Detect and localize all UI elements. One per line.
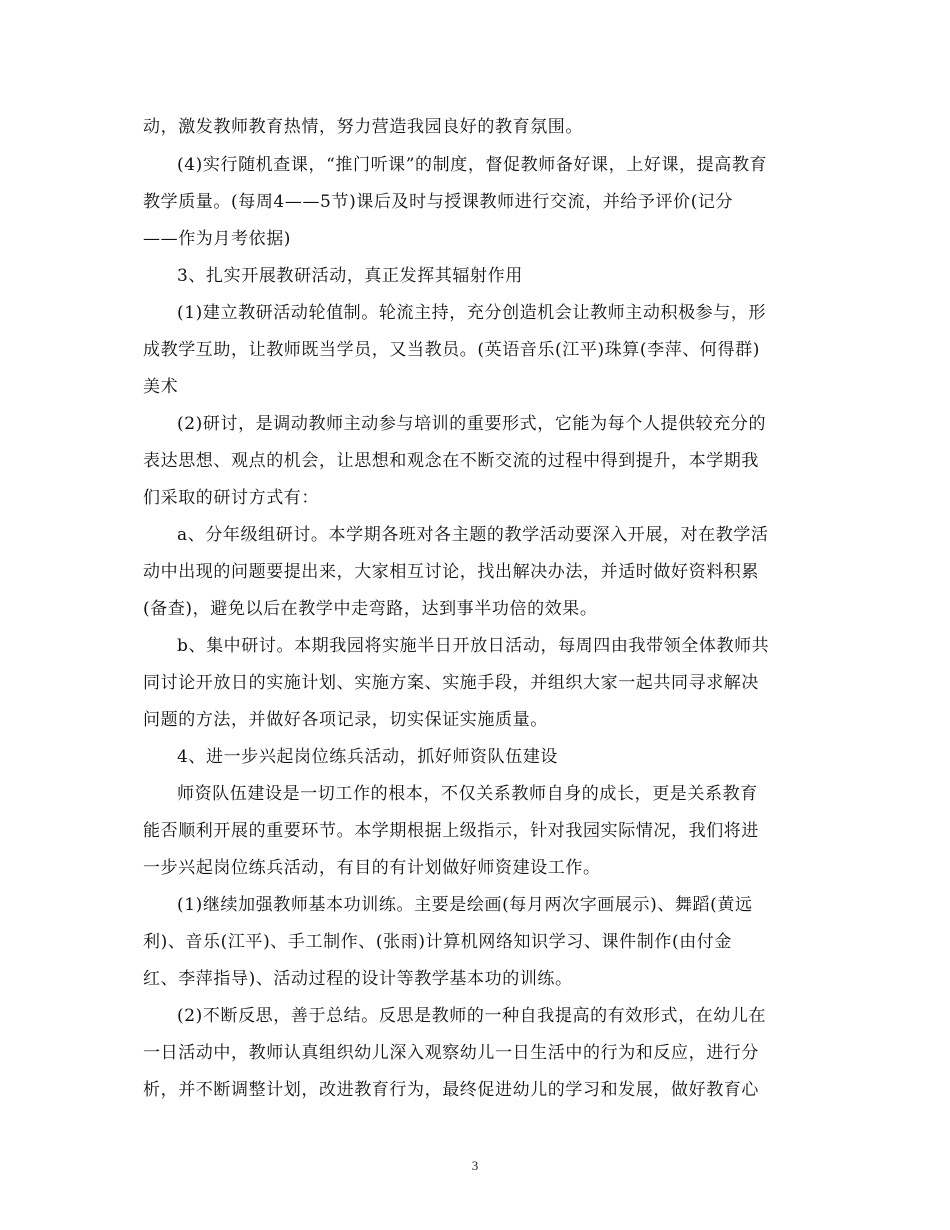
text-line: a、分年级组研讨。本学期各班对各主题的教学活动要深入开展，对在教学活 [177, 525, 769, 545]
text-line: 动，激发教师教育热情，努力营造我园良好的教育氛围。 [143, 117, 583, 137]
text-line: 一日活动中，教师认真组织幼儿深入观察幼儿一日生活中的行为和反应，进行分 [143, 1043, 759, 1063]
text-line: 美术 [143, 377, 179, 397]
text-line: ——作为月考依据) [143, 229, 292, 249]
text-line: 析，并不断调整计划，改进教育行为，最终促进幼儿的学习和发展，做好教育心 [143, 1080, 759, 1100]
text-line: (1)继续加强教师基本功训练。主要是绘画(每月两次字画展示)、舞蹈(黄远 [177, 895, 753, 915]
text-line: 成教学互助，让教师既当学员，又当教员。(英语音乐(江平)珠算(李萍、何得群) [143, 340, 760, 360]
text-line: 动中出现的问题要提出来，大家相互讨论，找出解决办法，并适时做好资料积累 [143, 562, 759, 582]
text-line: (2)不断反思，善于总结。反思是教师的一种自我提高的有效形式，在幼儿在 [177, 1006, 767, 1026]
text-line: 教学质量。(每周4——5节)课后及时与授课教师进行交流，并给予评价(记分 [143, 192, 734, 212]
text-line: 一步兴起岗位练兵活动，有目的有计划做好师资建设工作。 [143, 858, 601, 878]
text-line: 能否顺利开展的重要环节。本学期根据上级指示，针对我园实际情况，我们将进 [143, 821, 759, 841]
text-line: 表达思想、观点的机会，让思想和观念在不断交流的过程中得到提升，本学期我 [143, 451, 759, 471]
text-line: 4、进一步兴起岗位练兵活动，抓好师资队伍建设 [177, 747, 559, 767]
text-line: (4)实行随机查课，“推门听课”的制度，督促教师备好课，上好课，提高教育 [177, 155, 768, 175]
text-line: 红、李萍指导)、活动过程的设计等教学基本功的训练。 [143, 969, 573, 989]
text-line: 师资队伍建设是一切工作的根本，不仅关系教师自身的成长，更是关系教育 [177, 784, 758, 804]
text-line: 问题的方法，并做好各项记录，切实保证实施质量。 [143, 710, 548, 730]
text-line: b、集中研讨。本期我园将实施半日开放日活动，每周四由我带领全体教师共 [177, 636, 770, 656]
text-line: (1)建立教研活动轮值制。轮流主持，充分创造机会让教师主动积极参与，形 [177, 303, 767, 323]
text-line: (备查)，避免以后在教学中走弯路，达到事半功倍的效果。 [143, 599, 598, 619]
text-line: 同讨论开放日的实施计划、实施方案、实施手段，并组织大家一起共同寻求解决 [143, 673, 759, 693]
text-line: 们采取的研讨方式有： [143, 488, 319, 508]
page-number: 3 [471, 1158, 479, 1173]
text-line: 利)、音乐(江平)、手工制作、(张雨)计算机网络知识学习、课件制作(由付金 [143, 932, 732, 952]
text-line: (2)研讨，是调动教师主动参与培训的重要形式，它能为每个人提供较充分的 [177, 414, 767, 434]
text-line: 3、扎实开展教研活动，真正发挥其辐射作用 [177, 266, 523, 286]
